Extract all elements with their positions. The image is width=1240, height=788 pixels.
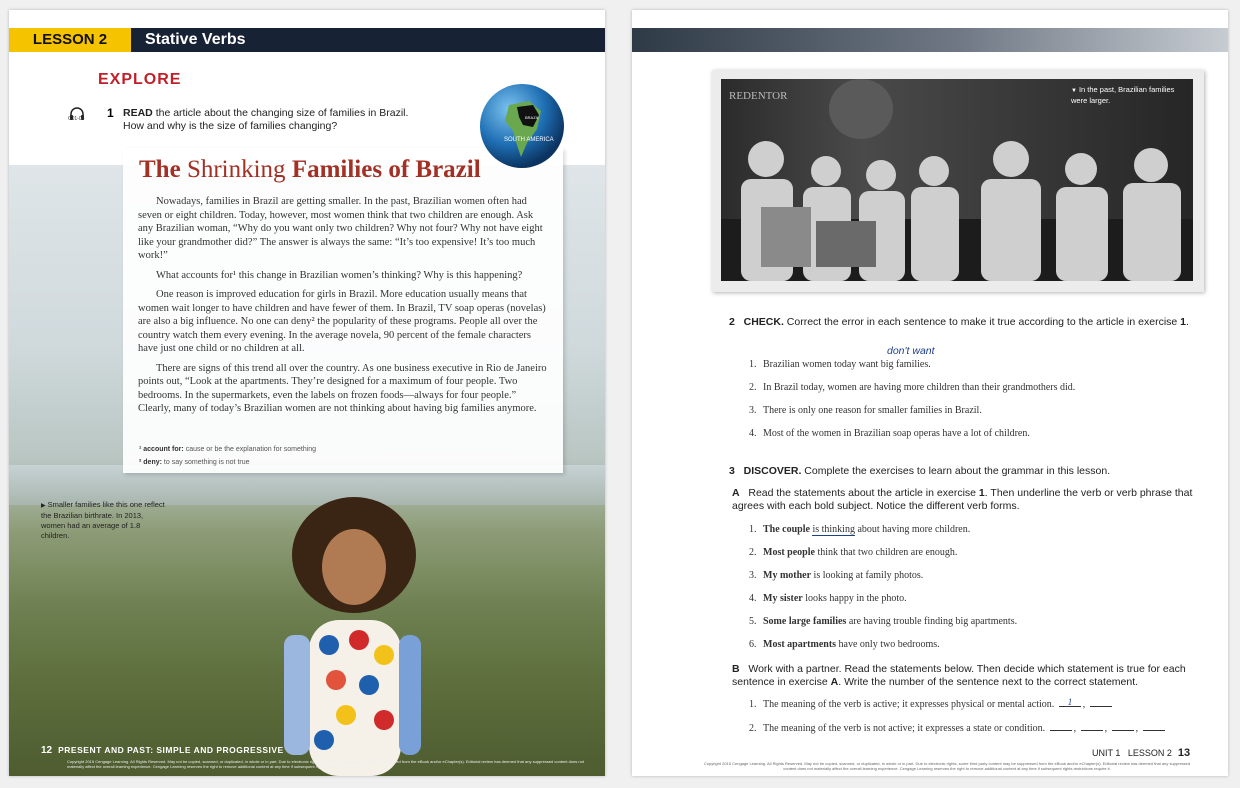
list-item: 1. The meaning of the verb is active; it expresses physical or mental action. 1 , <box>749 699 1114 710</box>
article-body <box>138 195 550 422</box>
lesson-title: Stative Verbs <box>145 31 246 48</box>
family-photo <box>721 79 1193 281</box>
list-item: 3. There is only one reason for smaller families in Brazil. <box>749 405 982 416</box>
article-paragraph: One reason is improved education for girls in Brazil. More education usually means that women wait longer to have children and have fewer of them. In Brazil, TV soap operas (novelas) are also a big influence. No one can deny² the popularity of these programs. People all over the country watch them every evening. In the average novela, 90 percent of the female characters have just one child or no children at all. <box>138 289 546 354</box>
footnote-2: ² deny: to say something is not true <box>139 459 250 466</box>
globe-country: BRAZIL <box>525 115 540 120</box>
answer-blank[interactable]: 1 <box>1059 706 1081 707</box>
photo-caption-right: ▼ In the past, Brazilian families were larger. <box>1071 85 1175 105</box>
left-page <box>9 10 605 776</box>
audio-track-label: C01-04 <box>68 116 85 122</box>
list-item: 2. In Brazil today, women are having more children than their grandmothers did. <box>749 382 1076 393</box>
lesson-header-bar <box>9 28 605 52</box>
exercise1-number: 1 <box>107 106 114 120</box>
page-folio: 12 PRESENT AND PAST: SIMPLE AND PROGRESSIVE <box>41 745 284 756</box>
list-item: 4. Most of the women in Brazilian soap operas have a lot of children. <box>749 428 1030 439</box>
answer-blank[interactable] <box>1143 730 1165 731</box>
article-panel <box>123 148 563 473</box>
photo-caption: ▶ Smaller families like this one reflect the Brazilian birthrate. In 2013, women had an average of 1.8 children. <box>41 500 165 540</box>
answer-blank[interactable] <box>1112 730 1134 731</box>
page-folio-right: UNIT 1 LESSON 2 13 <box>1092 747 1191 759</box>
copyright-text-right: Copyright 2015 Cengage Learning. All Rights Reserved. May not be copied, scanned, or duplicated, in whole or in part. Due to electronic rights, some third party content may be suppressed from the eBook and/or eChapter(s). Editorial review has deemed that any suppressed content does not materially affect the overall learning experience. Cengage Learning reserves the right to remove additional content at any time if subsequent rights restrictions require it. <box>703 761 1191 771</box>
underlined-verb: is thinking <box>812 524 855 535</box>
part-b-instructions: B Work with a partner. Read the statements below. Then decide which statement is true for each sentence in exercise A. Write the number of the sentence next to the correct statement. <box>732 663 1186 688</box>
photo-sign: REDENTOR <box>729 90 788 102</box>
family-silhouettes <box>721 79 1193 281</box>
answer-blank[interactable] <box>1090 706 1112 707</box>
triangle-down-icon: ▼ <box>1071 88 1077 94</box>
exercise2-instructions: 2 CHECK. Correct the error in each sentence to make it true according to the article in exercise 1. <box>729 316 1189 328</box>
exercise3-instructions: 3 DISCOVER. Complete the exercises to learn about the grammar in this lesson. <box>729 465 1111 477</box>
right-page <box>632 10 1228 776</box>
article-paragraph: There are signs of this trend all over the country. As one business executive in Rio de Janeiro points out, “Look at the apartments. They’re designed for a maximum of four people. Two bedrooms. In the supermarkets, even the labels on frozen foods—always for four people.” Clearly, many of today’s Brazilian women are not thinking about having big families anymore. <box>138 362 547 414</box>
list-item: 3. My mother is looking at family photos. <box>749 570 924 581</box>
lesson-label: LESSON 2 <box>9 28 131 52</box>
list-item: 5. Some large families are having trouble finding big apartments. <box>749 616 1018 627</box>
article-paragraph: What accounts for¹ this change in Brazilian women’s thinking? Why is this happening? <box>156 269 523 281</box>
article-title: The Shrinking Families of Brazil <box>139 156 481 183</box>
exercise1-text2: How and why is the size of families changing? <box>123 120 338 132</box>
part-a-instructions: A Read the statements about the article in exercise 1. Then underline the verb or verb phrase that agrees with each bold subject. Notice the different verb forms. <box>732 487 1193 512</box>
header-gradient-bar <box>632 28 1228 52</box>
list-item: 2. The meaning of the verb is not active; it expresses a state or condition. , , , <box>749 723 1167 734</box>
footnote-1: ¹ account for: cause or be the explanation for something <box>139 446 317 453</box>
section-heading: EXPLORE <box>98 71 182 88</box>
exercise1-text: the article about the changing size of families in Brazil. <box>155 107 409 119</box>
list-item: 2. Most people think that two children are enough. <box>749 547 958 558</box>
answer-blank[interactable] <box>1081 730 1103 731</box>
family-photo-frame <box>712 70 1204 292</box>
globe-label: SOUTH AMERICA <box>504 137 554 143</box>
girl-illustration <box>274 495 434 776</box>
list-item: 1. The couple is thinking about having more children. <box>749 524 971 535</box>
list-item: 6. Most apartments have only two bedrooms. <box>749 639 940 650</box>
exercise1-instructions <box>123 107 423 133</box>
list-item: 1. Brazilian women today want big families. <box>749 359 931 370</box>
copyright-text: Copyright 2015 Cengage Learning. All Rights Reserved. May not be copied, scanned, or duplicated, in whole or in part. Due to electronic rights, some third party content may be suppressed from the eBook and/or eChapter(s). Editorial review has deemed that any suppressed content does not materially affect the overall learning experience. Cengage Learning reserves the right to remove additional content at any time if subsequent rights restrictions require it. <box>67 759 584 769</box>
article-paragraph: Nowadays, families in Brazil are getting smaller. In the past, Brazilian women often had seven or eight children. Today, however, most women think that two children are enough. Ask any Brazilian woman, “Why do you want only two children? Why not four? Why not have eight like your grandmother did?” The answer is always the same: “It’s too expensive! It’s too much work!” <box>138 196 543 261</box>
triangle-icon: ▶ <box>41 503 46 509</box>
handwritten-correction: don't want <box>887 345 935 357</box>
exercise1-verb: READ <box>123 107 153 119</box>
answer-blank[interactable] <box>1050 730 1072 731</box>
list-item: 4. My sister looks happy in the photo. <box>749 593 907 604</box>
globe-map-icon <box>479 83 565 169</box>
